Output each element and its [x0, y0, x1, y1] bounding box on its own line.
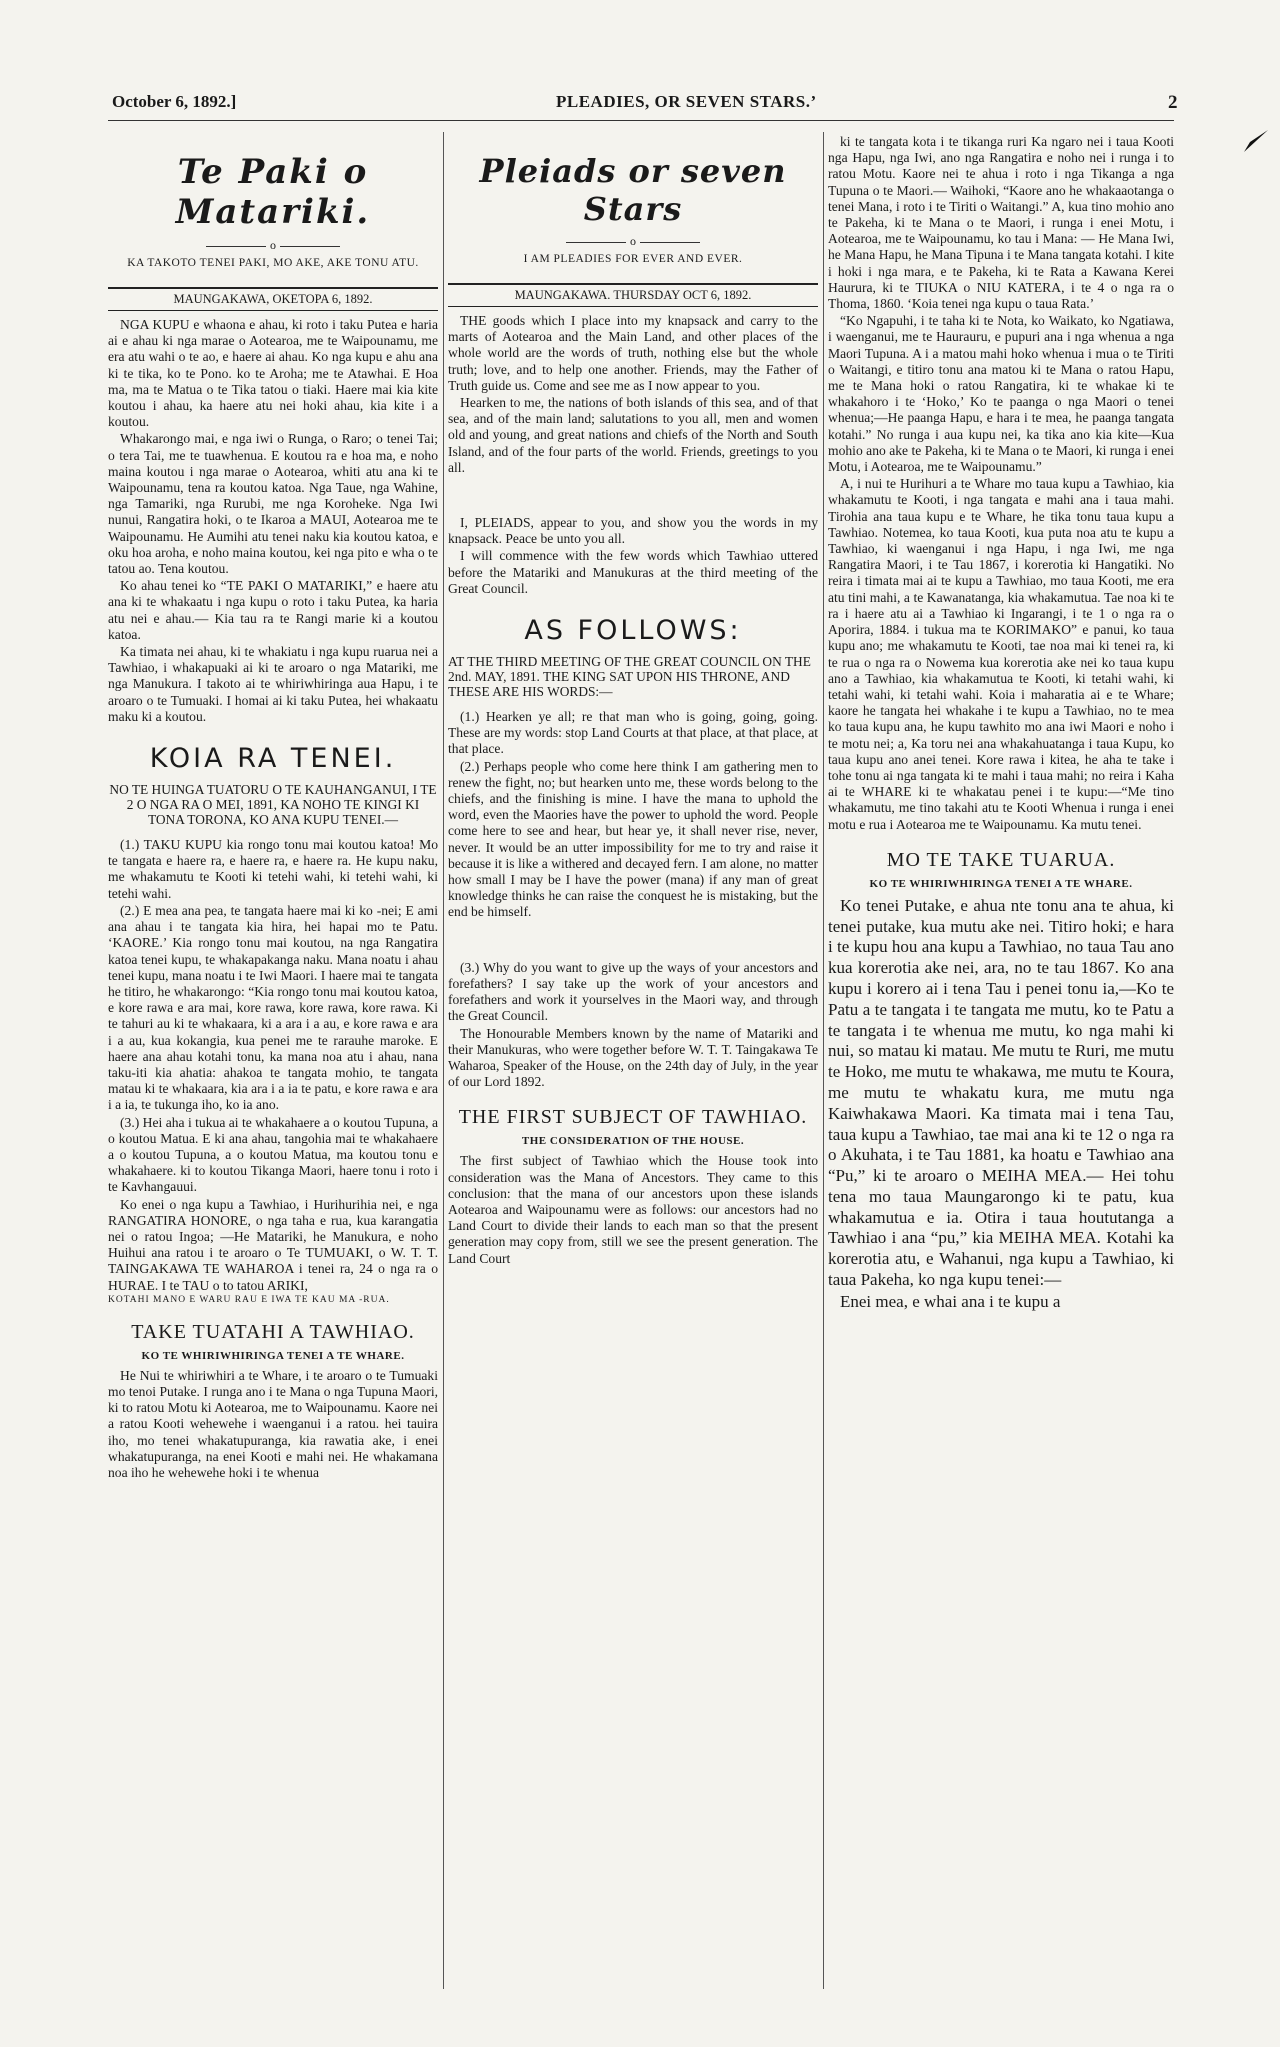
paragraph: I will commence with the few words which Tawhiao uttered before the Matariki and Manukuras at the third meeting of the Great Council.	[448, 548, 818, 596]
paragraph: Hearken to me, the nations of both islands of this sea, and of that sea, and of the main land; salutations to you all, men and women old and young, and great nations and chiefs of the North and South Island, and of the four parts of the world. Friends, greetings to you all.	[448, 395, 818, 475]
paragraph: (1.) Hearken ye all; re that man who is going, going, going. These are my words: stop Land Courts at that place, at that place, at that place.	[448, 709, 818, 757]
running-title: PLEADIES, OR SEVEN STARS.’	[556, 92, 817, 111]
motto-english: I AM PLEADIES FOR EVER AND EVER.	[523, 253, 743, 265]
section-subheading: AT THE THIRD MEETING OF THE GREAT COUNCIL ON THE 2nd. MAY, 1891. THE KING SAT UPON HIS THRONE, AND THESE ARE HIS WORDS:—	[448, 654, 811, 700]
section-heading: THE FIRST SUBJECT OF TAWHIAO.	[458, 1106, 808, 1129]
ornament-divider: o	[448, 234, 818, 249]
paragraph: The first subject of Tawhiao which the House took into consideration was the Mana of Ancestors. They came to this conclusion: that the mana of our ancestors upon these islands Aotearoa and Waipounamu were as follows: our ancestors had no Land Court to divide their lands to each man so that the present generation may copy from, still we see the present generation. The Land Court	[448, 1153, 818, 1266]
year-signature: KOTAHI MANO E WARU RAU E IWA TE KAU MA -RUA.	[108, 1294, 390, 1305]
paragraph: (3.) Hei aha i tukua ai te whakahaere a o koutou Tupuna, a o koutou Matua. E ki ana ahau, tangohia mai te whakahaere a o koutou Tupuna, a o koutou Matua, ma koutou tonu e whakahaere. ki to koutou Tikanga Maori, haere tonu i roto i te Kavhangauui.	[108, 1114, 438, 1195]
ornament-divider: o	[108, 238, 438, 253]
paragraph: THE goods which I place into my knapsack and carry to the marts of Aotearoa and the Main Land, and other places of the whole world are the words of truth, nothing else but the whole truth; love, and to help one another. Friends, may the Father of Truth guide us. Come and see me as I now appear to you.	[448, 313, 818, 393]
section-heading: KOIA RA TENEI.	[149, 743, 397, 775]
section-heading: MO TE TAKE TUARUA.	[886, 848, 1116, 871]
paragraph: ki te tangata kota i te tikanga ruri Ka ngaro nei i taua Kooti nga Hapu, nga Iwi, ano nga Rangatira e noho nei i runga i to ratou Motu. Kaore nei te ahua i roto i nga Tikanga a nga Tupuna o te Maori.— Waihoki, “Kaore ano he whakaaotanga o tenei Mana, i roto i te Tiriti o Waitangi.” A, kua tino mohio ano te Pakeha, ki te Mana o te Maori, i runga i enei Motu, i Aotearoa, me te Waipounamu, ko tau i Mana: — He Mana Iwi, he Mana Hapu, he Mana Tipuna i te Mana tangata kotahi. I kite i hoki i nga mara, e te Pakeha, ki te Rata a Kawana Kerei Haurura, ki te TIUKA o NIU KATERA, i te 4 o nga ra o Thoma, 1860. ‘Koia tenei nga kupu o taua Rata.’	[828, 134, 1174, 312]
paragraph: A, i nui te Hurihuri a te Whare mo taua kupu a Tawhiao, kia whakamutu te Kooti, i nga tangata e mahi ana i taua mahi. Tirohia ana taua kupu e te Whare, he tika tonu taua kupu a Tawhiao. Notemea, ko taua Kooti, kua puta noa atu te kupu a Tawhiao, ki waenganui i nga Hapu, i nga Iwi, me nga Rangatira Maori, i te Tau 1867, i korerotia ki Hangatiki. No reira i timata mai ai te kupu a Tawhiao, mo taua Kooti, me era atu tini mahi, a te Kawanatanga, kia whakamutua. Tae noa ki te ra i haere atu ai a Tawhiao ki Ingarangi, i te 1 o nga ra o Aporira, 1884. i tukua ma te KORIMAKO” e panui, ko taua kupu ano; me whakamutu te Kooti, tae noa mai ki tenei ra, ki te rua o nga ra o Nowema kua korerotia ake nei ko taua kupu ano a Tawhiao, kia whakamutua te Kooti, ki tetahi wahi, ki tetahi wahi, ki tetahi wahi. Koia i maharatia ai e te Whare; kaore he tangata hei whakahe i te kupu a Tawhiao, no te mea ko taua kupu ana, he kupu tawhito mo ana iwi Maori e noho i te motu nei; a, Ka toru nei ana whakahuatanga i taua Kupu, ko taua kupu ano anei tenei. Kore rawa i kitea, he aha te take i tohe tonu ai nga tangata ki te mahi i taua mahi; no reira i Kaha ai te WHARE ki te whakatau penei i te kupu:—“Me tino whakamutu, me tino takahi atu te Kooti Whenua i runga i enei motu e rua i Aotearoa me te Waipounamu. Ka mutu tenei.	[828, 476, 1174, 832]
paragraph: (2.) Perhaps people who come here think I am gathering men to renew the fight, no; but hearken unto me, these words belong to the chiefs, and the finishing is mine. I have the mana to uphold the word, even the Maories have the power to uphold the word. People come here to see and hear, but hear ye, it shall never rise, never, never. It would be an utter impossibility for me to try and raise it because it is like a withered and decayed fern. I am alone, no matter how small I may be I have the power (mana) if any man of great knowledge thinks he can raise the conquest he is mistaking, but the end be himself.	[448, 758, 818, 920]
paragraph: Whakarongo mai, e nga iwi o Runga, o Raro; o tenei Tai; o tera Tai, me te tuawhenua. E koutou ra e hoa ma, e noho maina koutou i nga marae o Aotearoa, whiti atu ana ki te Waipounamu, tena ra koutou katoa. Nga Taue, nga Wahine, nga Tamariki, nga Rurubi, me nga Koroheke. Nga Iwi nunui, Rangatira hoki, o te Ikaroa a MAUI, Aotearoa me te Waipounamu. He Aumihi atu tenei naku kia koutou katoa, e oku hoa aroha, e noho maina koutou, kei nga pito e wha o te tatou ao. Tena koutou.	[108, 431, 438, 577]
section-subheading: NO TE HUINGA TUATORU O TE KAUHANGANUI, I TE 2 O NGA RA O MEI, 1891, KA NOHO TE KINGI KI TONA TORONA, KO ANA KUPU TENEI.—	[109, 782, 437, 828]
margin-arrow-icon	[1240, 128, 1270, 158]
column-continued	[828, 134, 1174, 1987]
page-number: 2	[1168, 92, 1178, 113]
section-subheading: THE CONSIDERATION OF THE HOUSE.	[521, 1135, 745, 1148]
column-rule	[443, 132, 444, 1989]
paragraph: NGA KUPU e whaona e ahau, ki roto i taku Putea e haria ai e ahau ki nga marae o Aotearoa, me te Waipounamu, me era atu wahi o te ao, e haere ai ahau. Ko nga kupu e ahu ana ki te tika, ko te Pono. ko te Aroha; me te Atawhai. E Hoa ma, ma te Matua o te Tika tatou o tiaki. Haere mai kia kite koutou i ahau, ka haere atu nei hoki ahau, kia kite i a koutou.	[108, 317, 438, 430]
paragraph: He Nui te whiriwhiri a te Whare, i te aroaro o te Tumuaki mo tenoi Putake. I runga ano i te Mana o nga Tupuna Maori, ki to ratou Motu ki Aotearoa, me to Waipounamu. Kaore nei a ratou Kooti wehewehe i waenganui i a ratou. hei tauira iho, mo tenei whakatupuranga, kia rawatia ake, i enei whakatupuranga, na enei Kooti e mahi nei. He whakamana noa iho he wehewehe hoki i te whenua	[108, 1367, 438, 1480]
column-maori	[108, 134, 438, 1987]
paragraph: “Ko Ngapuhi, i te taha ki te Nota, ko Waikato, ko Ngatiawa, i waenganui, me te Haurauru, e pupuri ana i nga whenua a nga Maori Tupuna. A i a matou mahi hoko whenua i mua o te Tiriti o Waitangi, e titiro tonu ana matou ki te Mana o ratou Hapu, me te Mana hoki o ratou Rangatira, ki te whakae ki te whakahoro i te ‘Hoko,’ Ko te paanga o nga Maori o tenei whenua;—He paanga Hapu, e hara i te mea, he paanga tangata kotahi.” No runga i aua kupu nei, ka tika ano kia kite—Kua mohio ano ake te Pakeha, ki te Mana o te Maori, ki runga i enei Motu, i Aotearoa, me te Waipounamu.”	[828, 313, 1174, 475]
masthead-english: Pleiads or seven Stars	[479, 152, 787, 228]
paragraph: The Honourable Members known by the name of Matariki and their Manukuras, who were together before W. T. T. Taingakawa Te Waharoa, Speaker of the House, on the 24th day of July, in the year of our Lord 1892.	[448, 1025, 818, 1090]
section-heading: TAKE TUATAHI A TAWHIAO.	[131, 1320, 415, 1343]
motto-maori: KA TAKOTO TENEI PAKI, MO AKE, AKE TONU ATU.	[127, 257, 419, 269]
paragraph: Ka timata nei ahau, ki te whakiatu i nga kupu ruarua nei a Tawhiao, i whakapuaki ai ki te aroaro o nga Matariki, me nga Manukura. I takoto ai te whiriwhiringa aua Hapu, i te aroaro o te Tumuaki. I homai ai ki taku Putea, hei whakaatu maku ki a koutou.	[108, 644, 438, 724]
header-rule	[108, 120, 1174, 121]
paragraph: (1.) TAKU KUPU kia rongo tonu mai koutou katoa! Mo te tangata e haere ra, e haere ra, e haere ra. He kupu naku, me whakamutu te Kooti ki tetehi wahi, ki tetehi wahi, ki tetehi wahi.	[108, 837, 438, 901]
column-english	[448, 134, 818, 1987]
paragraph: (3.) Why do you want to give up the ways of your ancestors and forefathers? I say take up the work of your ancestors and forefathers and work it yourselves in the Maori way, and through the Great Council.	[448, 959, 818, 1024]
dateline-maori: MAUNGAKAWA, OKETOPA 6, 1892.	[108, 287, 438, 311]
paragraph: (2.) E mea ana pea, te tangata haere mai ki ko -nei; E ami ana ahau i te tangata kia hira, hei hapai mo te Patu. ‘KAORE.’ Kia rongo tonu mai koutou, na nga Rangatira katoa tenei kupu, te whakapakanga naku. Mana noatu i ahau tenei kupu, mana noatu i te Iwi Maori. I haere mai te tangata he titiro, he whakarongo: “Kia rongo tonu mai koutou katoa, e kore rawa e ara mai, kore rawa, kore rawa, kore rawa. Ki te tahuri au ki te whakaara, ki a ara i a au, e kore rawa e ara i a au, kua kokangia, kua penei me te rarauhe maroke. E haere ana ahau kotahi tonu, ka mana noa atu i ahau, nana taku-iti kia ahatia: ahakoa te tangata mohio, te tangata matau ki te whakaara, kia ara i a ia te patu, e kore rawa e ara i a ia, te tukunga iho, ko ia ano.	[108, 902, 438, 1113]
paragraph: Ko tenei Putake, e ahua nte tonu ana te ahua, ki tenei putake, kua mutu ake nei. Titiro hoki; e hara i te kupu hou ana kupu a Tawhiao, no taua Tau ano kua korerotia ake nei, ara, no te tau 1867. Ko ana kupu i korero ai i tena Tau i penei tonu ia,—Ko te Patu a te tangata i te tangata me mutu, ko te Patu a te tangata i te whenua me mutu, ko nga mahi ki nui, so matau ki matau. Me mutu te Ruri, me mutu te Hoko, me mutu te whakawa, me mutu te Koura, me mutu te whakatu kura, me mutu nga Kaiwhakawa Maori. Ka timata mai i tena Tau, taua kupu a Tawhiao, tae mai ana ki te 12 o nga ra o Akuhata, i te Tau 1881, ka hoatu e Tawhiao ana “Pu,” ki te aroaro o MEIHA MEA.— Hei tohu tena mo taua Maungarongo ki te patu, kua whakamutua e ia. Otira i taua hoututanga a Tawhiao i ana “pu,” kia MEIHA MEA. Kotahi ka korerotia atu, e Wahanui, nga kupu a Tawhiao, ki taua Pakeha, ko nga kupu tenei:—	[828, 895, 1174, 1290]
section-subheading: KO TE WHIRIWHIRINGA TENEI A TE WHARE.	[141, 1349, 405, 1362]
paragraph: Ko enei o nga kupu a Tawhiao, i Hurihurihia nei, e nga RANGATIRA HONORE, o nga taha e rua, kua karangatia nei o ratou Ingoa; —He Matariki, he Manukura, e noho Huihui ana ratou i te aroaro o Te TUMUAKI, o W. T. T. TAINGAKAWA TE WAHAROA i tenei ra, 24 o nga ra o HURAE. I te TAU o to tatou ARIKI,	[108, 1196, 438, 1293]
section-heading: AS FOLLOWS:	[524, 615, 742, 647]
paragraph: Enei mea, e whai ana i te kupu a	[840, 1291, 1061, 1311]
section-subheading: KO TE WHIRIWHIRINGA TENEI A TE WHARE.	[869, 877, 1133, 890]
column-rule	[823, 132, 824, 1989]
paragraph: I, PLEIADS, appear to you, and show you the words in my knapsack. Peace be unto you all.	[448, 515, 818, 547]
dateline-english: MAUNGAKAWA. THURSDAY OCT 6, 1892.	[448, 283, 818, 307]
masthead-maori: Te Paki o Matariki.	[175, 152, 371, 232]
paragraph: Ko ahau tenei ko “TE PAKI O MATARIKI,” e haere atu ana ki te whakaatu i nga kupu o roto i taku Putea, ka haria atu nei e ahau.— Kia tau ra te Rangi marie ki a koutou katoa.	[108, 578, 438, 642]
issue-date: October 6, 1892.]	[112, 92, 237, 111]
